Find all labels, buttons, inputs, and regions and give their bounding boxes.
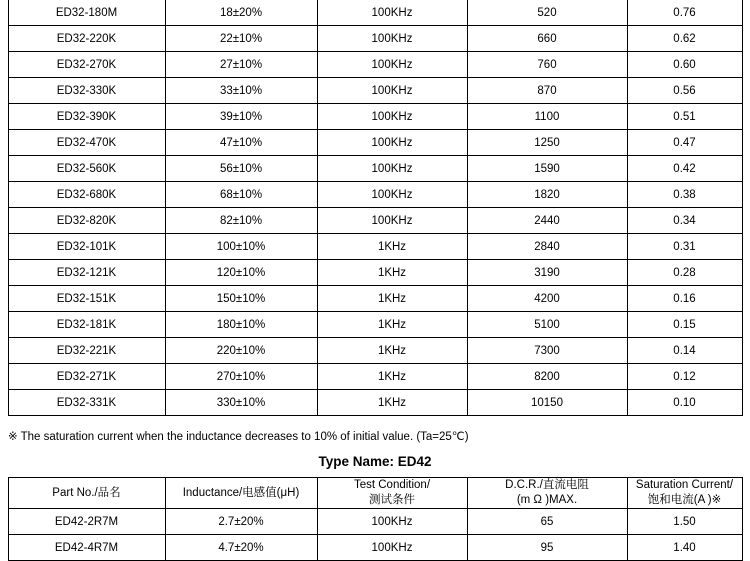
ed42-table-body — [8, 509, 742, 561]
dcr-cell: 2440 — [467, 208, 627, 234]
test-condition-cell: 100KHz — [317, 0, 467, 26]
dcr-cell: 520 — [467, 0, 627, 26]
test-condition-cell: 100KHz — [317, 52, 467, 78]
test-condition-cell: 1KHz — [317, 312, 467, 338]
inductance-cell: 2.7±20% — [165, 509, 317, 535]
test-condition-cell: 1KHz — [317, 286, 467, 312]
table-row — [8, 286, 742, 312]
inductance-cell: 100±10% — [165, 234, 317, 260]
part-no-cell: ED42-2R7M — [8, 509, 165, 535]
saturation-current-cell: 0.76 — [627, 0, 742, 26]
dcr-cell: 3190 — [467, 260, 627, 286]
part-no-cell: ED32-221K — [8, 338, 165, 364]
saturation-current-cell: 1.50 — [627, 509, 742, 535]
test-condition-cell: 100KHz — [317, 78, 467, 104]
dcr-cell: 1100 — [467, 104, 627, 130]
saturation-current-cell: 0.47 — [627, 130, 742, 156]
table-row — [8, 156, 742, 182]
inductance-cell: 150±10% — [165, 286, 317, 312]
ed32-spec-table — [8, 0, 743, 416]
part-no-cell: ED32-151K — [8, 286, 165, 312]
dcr-cell: 7300 — [467, 338, 627, 364]
test-condition-cell: 100KHz — [317, 182, 467, 208]
saturation-current-cell: 0.34 — [627, 208, 742, 234]
inductance-cell: 120±10% — [165, 260, 317, 286]
saturation-current-cell: 0.31 — [627, 234, 742, 260]
table-row — [8, 260, 742, 286]
part-no-cell: ED32-180M — [8, 0, 165, 26]
header-test-condition-line1: Test Condition/ — [353, 479, 431, 491]
header-saturation-current — [627, 478, 742, 509]
header-saturation-current-line1: Saturation Current/ — [635, 479, 734, 491]
dcr-cell: 660 — [467, 26, 627, 52]
part-no-cell: ED32-330K — [8, 78, 165, 104]
type-name-heading: Type Name: ED42 — [318, 454, 432, 469]
header-part-no — [8, 478, 165, 509]
header-dcr-line2: (m Ω )MAX. — [516, 494, 578, 506]
part-no-cell: ED32-820K — [8, 208, 165, 234]
table-row — [8, 338, 742, 364]
dcr-cell: 1590 — [467, 156, 627, 182]
header-inductance — [165, 478, 317, 509]
test-condition-cell: 100KHz — [317, 130, 467, 156]
test-condition-cell: 100KHz — [317, 26, 467, 52]
test-condition-cell: 1KHz — [317, 234, 467, 260]
inductance-cell: 18±20% — [165, 0, 317, 26]
inductance-cell: 220±10% — [165, 338, 317, 364]
header-dcr — [467, 478, 627, 509]
saturation-current-cell: 0.28 — [627, 260, 742, 286]
part-no-cell: ED42-4R7M — [8, 535, 165, 561]
table-row — [8, 234, 742, 260]
header-part-no-line1: Part No./品名 — [52, 486, 121, 499]
header-saturation-current-line2: 饱和电流(A )※ — [647, 494, 722, 506]
part-no-cell: ED32-121K — [8, 260, 165, 286]
table-row — [8, 130, 742, 156]
saturation-current-cell: 0.62 — [627, 26, 742, 52]
inductance-cell: 4.7±20% — [165, 535, 317, 561]
test-condition-cell: 100KHz — [317, 104, 467, 130]
table-row — [8, 78, 742, 104]
test-condition-cell: 1KHz — [317, 260, 467, 286]
dcr-cell: 5100 — [467, 312, 627, 338]
part-no-cell: ED32-680K — [8, 182, 165, 208]
saturation-current-cell: 0.56 — [627, 78, 742, 104]
inductance-cell: 330±10% — [165, 390, 317, 416]
part-no-cell: ED32-560K — [8, 156, 165, 182]
saturation-current-cell: 0.10 — [627, 390, 742, 416]
saturation-current-cell: 0.60 — [627, 52, 742, 78]
saturation-current-cell: 0.12 — [627, 364, 742, 390]
ed42-table-head — [8, 478, 742, 509]
inductance-cell: 39±10% — [165, 104, 317, 130]
dcr-cell: 760 — [467, 52, 627, 78]
ed32-table-body — [8, 0, 742, 416]
saturation-current-cell: 1.40 — [627, 535, 742, 561]
inductance-cell: 68±10% — [165, 182, 317, 208]
test-condition-cell: 100KHz — [317, 208, 467, 234]
saturation-current-note: ※ The saturation current when the inductance decreases to 10% of initial value. (Ta=25℃) — [8, 431, 469, 443]
part-no-cell: ED32-271K — [8, 364, 165, 390]
header-inductance-line1: Inductance/电感值(μH) — [182, 486, 300, 499]
saturation-current-cell: 0.16 — [627, 286, 742, 312]
part-no-cell: ED32-390K — [8, 104, 165, 130]
test-condition-cell: 1KHz — [317, 364, 467, 390]
saturation-current-cell: 0.38 — [627, 182, 742, 208]
table-row — [8, 0, 742, 26]
dcr-cell: 8200 — [467, 364, 627, 390]
dcr-cell: 4200 — [467, 286, 627, 312]
inductance-cell: 270±10% — [165, 364, 317, 390]
table-row — [8, 364, 742, 390]
test-condition-cell: 1KHz — [317, 390, 467, 416]
part-no-cell: ED32-101K — [8, 234, 165, 260]
table-row — [8, 509, 742, 535]
dcr-cell: 1250 — [467, 130, 627, 156]
saturation-current-cell: 0.51 — [627, 104, 742, 130]
test-condition-cell: 100KHz — [317, 509, 467, 535]
ed42-spec-table — [8, 477, 743, 561]
dcr-cell: 1820 — [467, 182, 627, 208]
table-row — [8, 535, 742, 561]
table-row — [8, 104, 742, 130]
header-dcr-line1: D.C.R./直流电阻 — [505, 479, 589, 491]
inductance-cell: 27±10% — [165, 52, 317, 78]
dcr-cell: 65 — [467, 509, 627, 535]
dcr-cell: 95 — [467, 535, 627, 561]
inductance-cell: 47±10% — [165, 130, 317, 156]
part-no-cell: ED32-181K — [8, 312, 165, 338]
inductance-cell: 33±10% — [165, 78, 317, 104]
saturation-current-cell: 0.14 — [627, 338, 742, 364]
table-header-row — [8, 478, 742, 509]
header-test-condition — [317, 478, 467, 509]
saturation-current-cell: 0.42 — [627, 156, 742, 182]
test-condition-cell: 100KHz — [317, 156, 467, 182]
table-row — [8, 26, 742, 52]
table-row — [8, 182, 742, 208]
dcr-cell: 10150 — [467, 390, 627, 416]
dcr-cell: 870 — [467, 78, 627, 104]
table-row — [8, 208, 742, 234]
inductance-cell: 22±10% — [165, 26, 317, 52]
test-condition-cell: 1KHz — [317, 338, 467, 364]
saturation-current-cell: 0.15 — [627, 312, 742, 338]
table-row — [8, 390, 742, 416]
table-row — [8, 52, 742, 78]
part-no-cell: ED32-331K — [8, 390, 165, 416]
part-no-cell: ED32-470K — [8, 130, 165, 156]
header-test-condition-line2: 测试条件 — [369, 494, 415, 506]
test-condition-cell: 100KHz — [317, 535, 467, 561]
dcr-cell: 2840 — [467, 234, 627, 260]
inductance-cell: 180±10% — [165, 312, 317, 338]
part-no-cell: ED32-270K — [8, 52, 165, 78]
part-no-cell: ED32-220K — [8, 26, 165, 52]
inductance-cell: 82±10% — [165, 208, 317, 234]
table-row — [8, 312, 742, 338]
inductance-cell: 56±10% — [165, 156, 317, 182]
